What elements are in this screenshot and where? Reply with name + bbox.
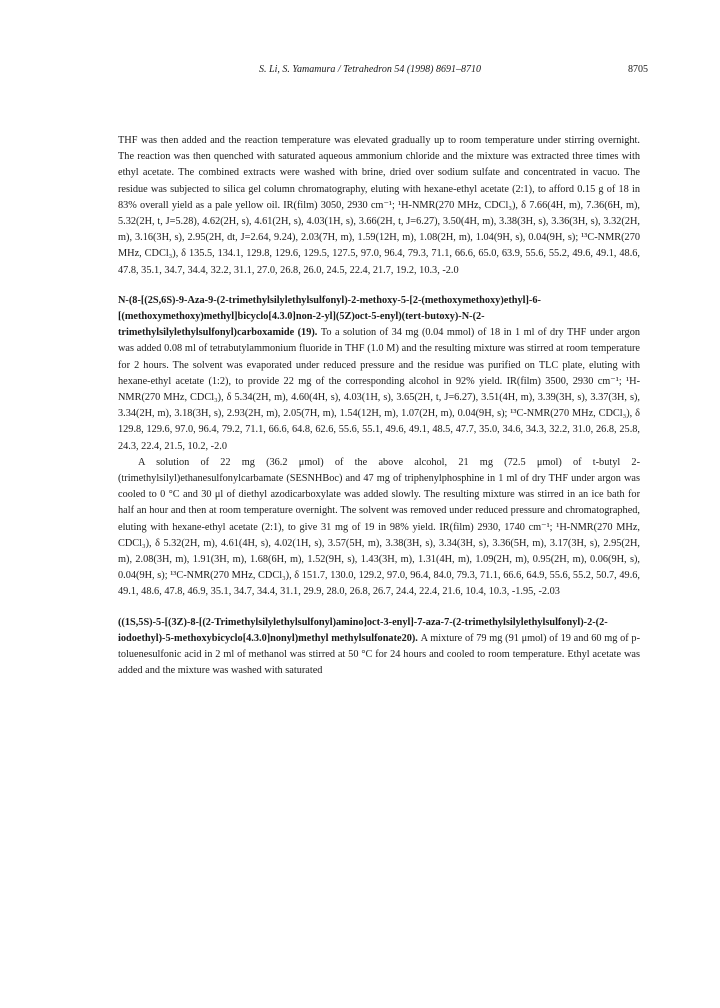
paragraph-1-text: THF was then added and the reaction temperature was elevated gradually up to room temperature under stirring overnight. The reaction was then quenched with saturated aqueous ammonium chloride and the mixture was extracted three times with ethyl acetate. The combined extracts were washed with brine, dried over sodium sulfate and concentrated in vacuo. The residue was subjected to silica gel column chromatography, eluting with hexane-ethyl acetate (2:1), to afford 0.15 g of 18 in 83% overall yield as a pale yellow oil. IR(film) 3050, 2930 cm⁻¹; ¹H-NMR(270 MHz, CDCl₃), δ 7.66(4H, m), 7.36(6H, m), 5.32(2H, t, J=5.28), 4.62(2H, s), 4.61(2H, s), 4.03(1H, s), 3.66(2H, t, J=6.27), 3.50(4H, m), 3.38(3H, s), 3.36(3H, s), 3.32(2H, m), 3.16(3H, s), 2.95(2H, dt, J=2.64, 9.24), 2.03(7H, m), 1.59(12H, m), 1.08(2H, m), 1.04(9H, s), 0.04(9H, s); ¹³C-NMR(270 MHz, CDCl₃), δ 135.5, 134.1, 129.8, 129.6, 129.5, 127.5, 97.0, 96.4, 79.3, 71.1, 66.6, 65.0, 63.9, 55.6, 55.2, 49.6, 49.1, 48.6, 47.8, 35.1, 34.7, 34.4, 32.2, 31.1, 27.0, 26.8, 26.0, 24.5, 22.4, 21.7, 19.2, 10.3, -2.0	[118, 135, 640, 276]
article-body	[118, 133, 640, 680]
paragraph-1	[118, 133, 640, 279]
paragraph-4	[118, 615, 640, 680]
paragraph-2-text: To a solution of 34 mg (0.04 mmol) of 18 in 1 ml of dry THF under argon was added 0.08 ml of tetrabutylammonium fluoride in THF (1.0 M) and the resulting mixture was stirred at room temperature for 2 hours. The solvent was evaporated under reduced pressure and the residue was purified on TLC plate, eluting with hexane-ethyl acetate (1:2), to provide 22 mg of the corresponding alcohol in 92% yield. IR(film) 3500, 2930 cm⁻¹; ¹H-NMR(270 MHz, CDCl₃), δ 5.34(2H, m), 4.60(4H, s), 4.03(1H, s), 3.65(2H, t, J=6.27), 3.51(4H, m), 3.39(3H, s), 3.37(3H, s), 3.34(2H, m), 3.18(3H, s), 2.93(2H, m), 2.05(7H, m), 1.54(12H, m), 1.07(2H, m), 0.04(9H, s); ¹³C-NMR(270 MHz, CDCl₃), δ 129.8, 129.6, 97.0, 96.4, 79.2, 71.1, 66.6, 64.8, 62.6, 55.6, 55.1, 49.6, 49.1, 48.5, 47.7, 35.0, 34.6, 34.3, 32.2, 31.0, 26.8, 25.8, 24.3, 22.4, 21.5, 10.2, -2.0	[118, 327, 640, 452]
page-number: 8705	[628, 64, 648, 75]
paragraph-2	[118, 293, 640, 455]
paragraph-3-text: A solution of 22 mg (36.2 μmol) of the above alcohol, 21 mg (72.5 μmol) of t-butyl 2-(trimethylsilyl)ethanesulfonylcarbamate (SESNHBoc) and 47 mg of triphenylphosphine in 1 ml of dry THF under argon was cooled to 0 °C and 30 μl of diethyl azodicarboxylate was added slowly. The resulting mixture was stirred in an ice bath for half an hour and then at room temperature overnight. The solvent was removed under reduced pressure and chromatographed, eluting with hexane-ethyl acetate (2:1), to give 31 mg of 19 in 98% yield. IR(film) 2930, 1740 cm⁻¹; ¹H-NMR(270 MHz, CDCl₃), δ 5.32(2H, m), 4.61(4H, s), 4.02(1H, s), 3.57(5H, m), 3.38(3H, s), 3.34(3H, s), 3.36(5H, m), 3.17(3H, s), 2.95(2H, m), 2.08(3H, m), 1.91(3H, m), 1.68(6H, m), 1.52(9H, s), 1.43(3H, m), 1.31(4H, m), 1.09(2H, m), 0.95(2H, m), 0.06(9H, s), 0.04(9H, s); ¹³C-NMR(270 MHz, CDCl₃), δ 151.7, 130.0, 129.2, 97.0, 96.4, 84.0, 79.3, 71.1, 66.6, 64.9, 55.6, 55.2, 50.7, 49.6, 49.1, 48.6, 47.8, 46.9, 35.1, 34.7, 34.4, 31.1, 29.9, 28.0, 26.8, 26.7, 24.4, 22.4, 21.6, 10.4, 10.3, -1.95, -2.03	[118, 456, 640, 598]
paragraph-3	[118, 455, 640, 601]
compound-20-heading: ((1S,5S)-5-[(3Z)-8-[(2-Trimethylsilylethylsulfonyl)amino]oct-3-enyl]-7-aza-7-(2-trimethylsilylethylsulfonyl)-2-(2-iodoethyl)-5-methoxybicyclo[4.3.0]nonyl)methyl methylsulfonate20).	[118, 616, 608, 644]
compound-19-heading: N-(8-[(2S,6S)-9-Aza-9-(2-trimethylsilylethylsulfonyl)-2-methoxy-5-[2-(methoxymethoxy)ethyl]-6-[(methoxymethoxy)methyl]bicyclo[4.3.0]non-2-yl](5Z)oct-5-enyl)(tert-butoxy)-N-(2-trimethylsilylethylsulfonyl)carboxamide (19).	[118, 294, 541, 339]
paragraph-4-text: A mixture of 79 mg (91 μmol) of 19 and 60 mg of p-toluenesulfonic acid in 2 ml of methanol was stirred at 50 °C for 24 hours and cooled to room temperature. Ethyl acetate was added and the mixture was washed with saturated	[118, 632, 640, 677]
running-head: S. Li, S. Yamamura / Tetrahedron 54 (1998) 8691–8710	[259, 64, 481, 75]
